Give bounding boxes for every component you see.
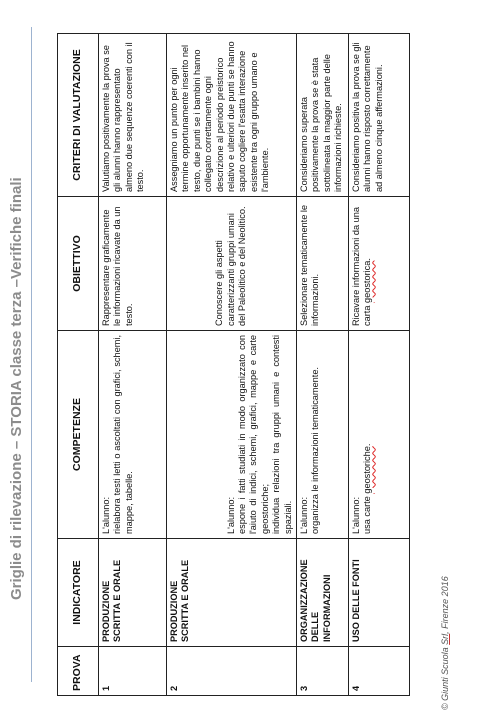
indicator-cell: PRODUZIONE SCRITTA E ORALE xyxy=(167,539,297,647)
criteria-cell: Assegniamo un punto per ogni termine opportunamente inserito nel testo, due punti se i bambini hanno collegato correttamente ogni descrizione al periodo preistorico relativo e ulteriori due punti se hanno saputo cogliere l'esatta interazione esistente tra ogni gruppo umano e l'ambiente. xyxy=(167,34,297,197)
table-row xyxy=(297,34,349,696)
indicator-cell: USO DELLE FONTI xyxy=(349,539,410,647)
header-prova: PROVA xyxy=(58,647,99,696)
table-row xyxy=(99,34,167,696)
competence-cell xyxy=(297,331,349,539)
spellcheck-marked-word: geostoriche xyxy=(362,446,373,494)
competence-text: rielabora testi letti o ascoltati con grafici, schemi, mappe, tabelle. xyxy=(112,335,134,534)
title-rule xyxy=(31,27,32,682)
copyright-footer xyxy=(440,576,450,710)
header-row xyxy=(58,34,99,696)
header-indicatore: INDICATORE xyxy=(58,539,99,647)
objective-cell xyxy=(349,197,410,331)
competence-cell xyxy=(99,331,167,539)
page-title: Griglie di rilevazione – STORIA classe terza –Verifiche finali xyxy=(8,177,25,600)
criteria-cell: Consideriamo superata positivamente la prova se è stata sottolineata la maggior parte delle informazioni richieste. xyxy=(297,34,349,197)
competence-text-2: individua relazioni tra gruppi umani e contesti spaziali. xyxy=(271,335,293,534)
competence-text: organizza le informazioni tematicamente. xyxy=(310,367,321,534)
footer-suffix: , Firenze 2016 xyxy=(440,576,450,634)
competence-intro: L'alunno: xyxy=(299,496,309,534)
competence-text xyxy=(362,335,373,534)
competence-text-after: . xyxy=(362,443,373,447)
competence-cell xyxy=(167,331,297,539)
prova-number: 4 xyxy=(349,647,410,696)
competence-intro: L'alunno: xyxy=(225,496,236,534)
evaluation-grid xyxy=(57,33,410,696)
table-row xyxy=(349,34,410,696)
objective-cell: Selezionare tematicamente le informazioni. xyxy=(297,197,349,331)
competence-cell xyxy=(349,331,410,539)
prova-number: 3 xyxy=(297,647,349,696)
objective-text-after: . xyxy=(362,258,373,261)
competence-intro: L'alunno: xyxy=(101,496,111,534)
indicator-cell: ORGANIZZAZIONE DELLE INFORMAZIONI xyxy=(297,539,349,647)
indicator-cell: PRODUZIONE SCRITTA E ORALE xyxy=(99,539,167,647)
footer-underlined: Srl xyxy=(440,633,450,645)
objective-text-before: Ricavare informazioni da una carta xyxy=(351,207,373,326)
spellcheck-marked-word: geostorica xyxy=(362,260,373,304)
criteria-cell: Consideriamo positiva la prova se gli alunni hanno risposto correttamente ad almeno cinque affermazioni. xyxy=(349,34,410,197)
competence-text: espone i fatti studiati in modo organizzato con l'aiuto di indici, schemi, grafici, mappe e carte geostoriche; xyxy=(236,335,270,534)
competence-intro: L'alunno: xyxy=(351,496,361,534)
header-obiettivo: OBIETTIVO xyxy=(58,197,99,331)
footer-prefix: © Giunti Scuola xyxy=(440,644,450,710)
table-row xyxy=(167,34,297,696)
competence-text-before: usa carte xyxy=(362,493,373,534)
prova-number: 2 xyxy=(167,647,297,696)
criteria-cell: Valutiamo positivamente la prova se gli alunni hanno rappresentato almeno due sequenze coerenti con il testo. xyxy=(99,34,167,197)
header-competenze: COMPETENZE xyxy=(58,331,99,539)
objective-cell: Conoscere gli aspetti caratterizzanti gruppi umani del Paleolitico e del Neolitico. xyxy=(167,197,297,331)
header-criteri: CRITERI DI VALUTAZIONE xyxy=(58,34,99,197)
objective-cell: Rappresentare graficamente le informazioni ricavate da un testo. xyxy=(99,197,167,331)
prova-number: 1 xyxy=(99,647,167,696)
